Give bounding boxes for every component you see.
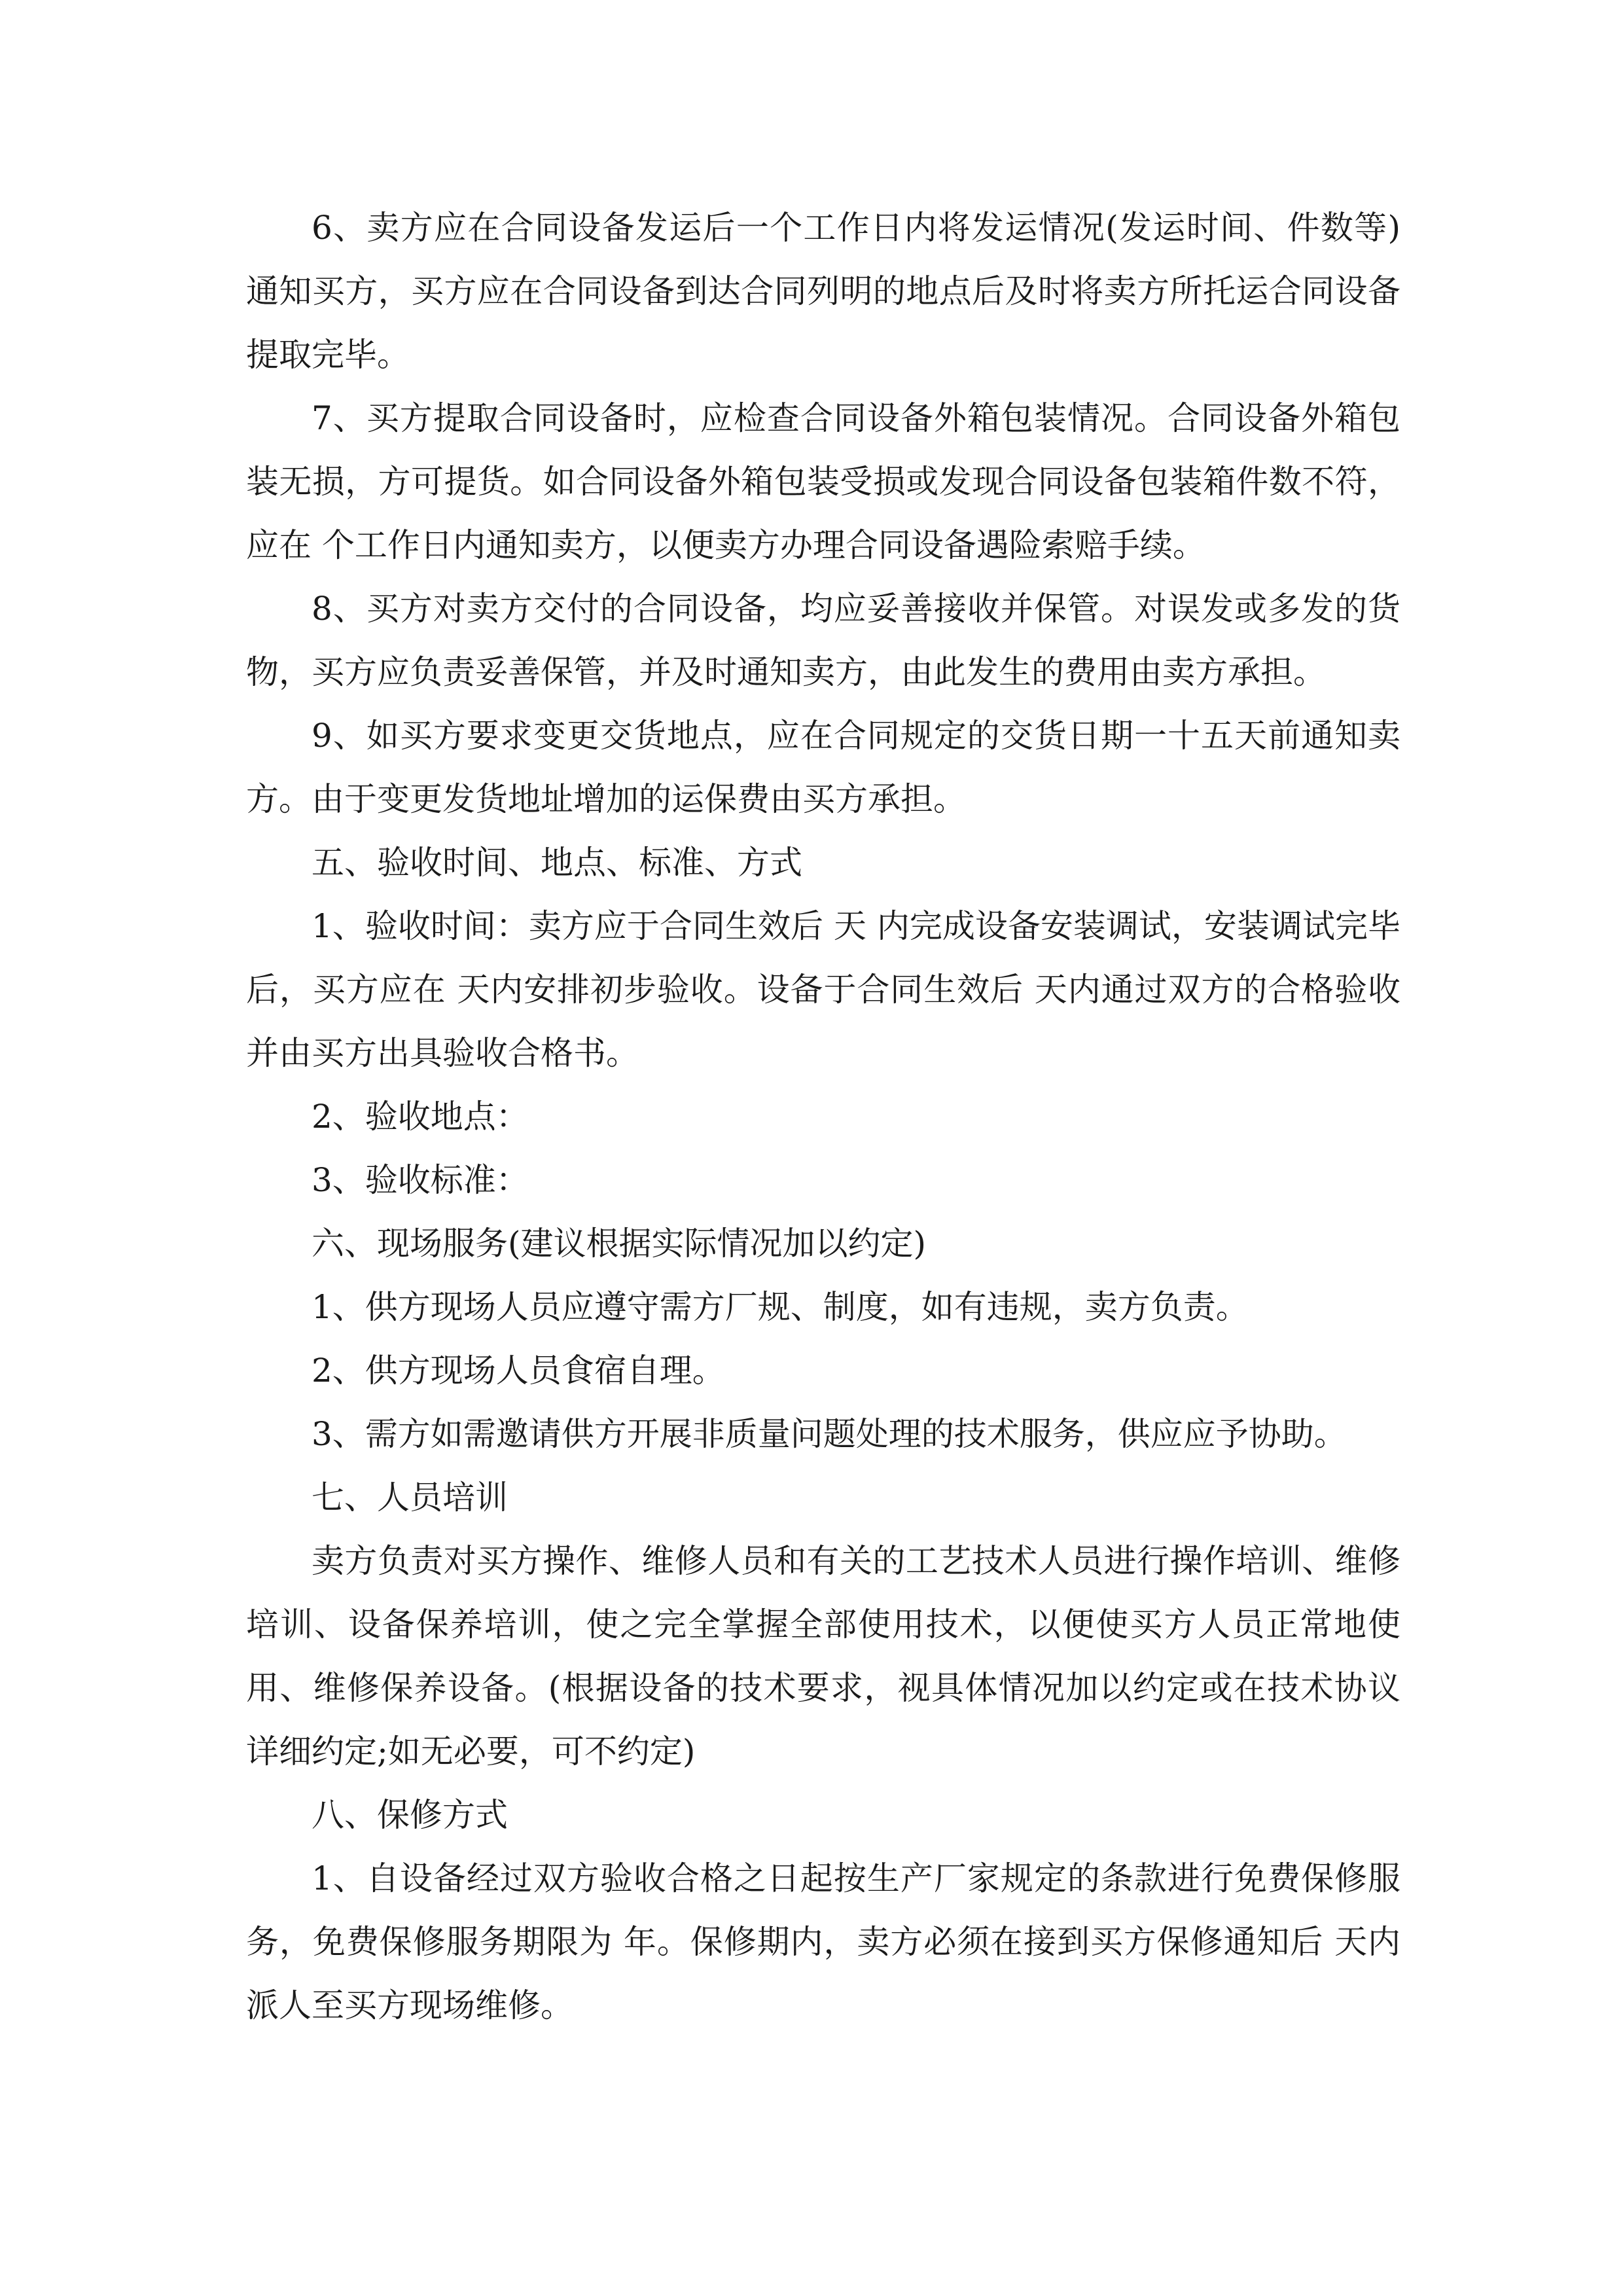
clause-5-2-acceptance-location: 2、验收地点：	[312, 1098, 529, 1136]
clause-6-3-technical-assistance: 3、需方如需邀请供方开展非质量问题处理的技术服务，供应应予协助。	[312, 1415, 1347, 1453]
section-heading-onsite-service: 六、现场服务(建议根据实际情况加以约定)	[312, 1225, 927, 1263]
section-heading-acceptance: 五、验收时间、地点、标准、方式	[312, 844, 802, 882]
section-heading-warranty: 八、保修方式	[312, 1796, 508, 1834]
clause-5-1-acceptance-time: 1、验收时间：卖方应于合同生效后 天 内完成设备安装调试，安装调试完毕后，买方应在 天内安排初步验收。设备于合同生效后 天内通过双方的合格验收并由买方出具验收合格书。	[246, 907, 1400, 1072]
clause-6-2-board-lodging: 2、供方现场人员食宿自理。	[312, 1352, 725, 1390]
clause-4-8-custody: 8、买方对卖方交付的合同设备，均应妥善接收并保管。对误发或多发的货物，买方应负责妥善保管，并及时通知卖方，由此发生的费用由卖方承担。	[246, 590, 1400, 691]
clause-6-1-site-rules: 1、供方现场人员应遵守需方厂规、制度，如有违规，卖方负责。	[312, 1288, 1249, 1326]
clause-4-9-change-delivery-location: 9、如买方要求变更交货地点，应在合同规定的交货日期一十五天前通知卖方。由于变更发货地址增加的运保费由买方承担。	[246, 717, 1400, 818]
clause-7-training-body: 卖方负责对买方操作、维修人员和有关的工艺技术人员进行操作培训、维修培训、设备保养培训，使之完全掌握全部使用技术，以便使买方人员正常地使用、维修保养设备。(根据设备的技术要求，视具体情况加以约定或在技术协议详细约定;如无必要，可不约定)	[246, 1542, 1400, 1770]
section-heading-training: 七、人员培训	[312, 1479, 508, 1516]
clause-8-1-warranty-service: 1、自设备经过双方验收合格之日起按生产厂家规定的条款进行免费保修服务，免费保修服务期限为 年。保修期内，卖方必须在接到买方保修通知后 天内派人至买方现场维修。	[246, 1859, 1400, 2024]
clause-4-6-shipment-notice: 6、卖方应在合同设备发运后一个工作日内将发运情况(发运时间、件数等)通知买方，买方应在合同设备到达合同列明的地点后及时将卖方所托运合同设备提取完毕。	[246, 209, 1400, 374]
clause-5-3-acceptance-standard: 3、验收标准：	[312, 1161, 529, 1199]
document-body	[246, 196, 1400, 2037]
clause-4-7-inspection-on-pickup: 7、买方提取合同设备时，应检查合同设备外箱包装情况。合同设备外箱包装无损，方可提货。如合同设备外箱包装受损或发现合同设备包装箱件数不符，应在 个工作日内通知卖方，以便卖方办理合同设备遇险索赔手续。	[246, 399, 1400, 564]
